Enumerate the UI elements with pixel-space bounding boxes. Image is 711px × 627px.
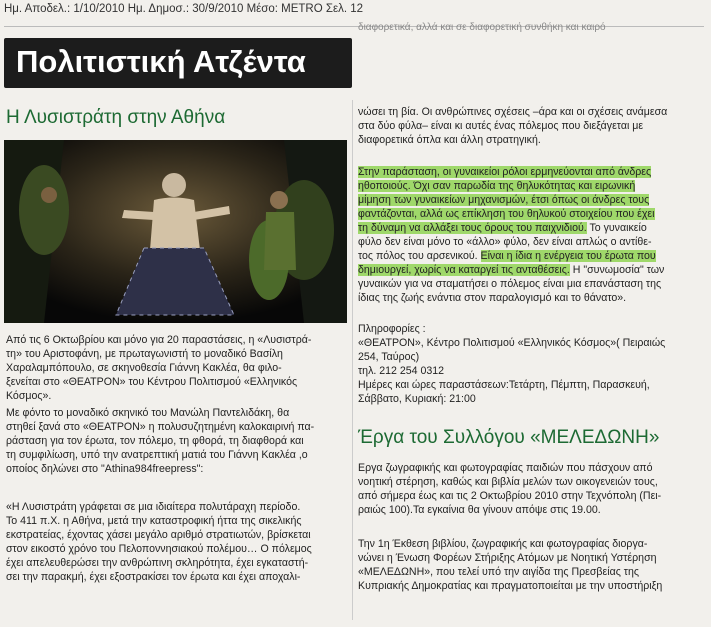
text-line: Με φόντο το μοναδικό σκηνικό του Μανώλη Παντελιδάκη, θα: [6, 407, 290, 419]
text-line: στηθεί ξανά στο «ΘΕΑΤΡΟΝ» η πολυσυζητημένη καλοκαιρινή πα-: [6, 421, 315, 433]
text-line: μίμηση των γυναικείων μηχανισμών, έτσι όπως οι άνδρες τους: [358, 194, 650, 206]
text-line: στον εικοστό χρόνο του Πελοποννησιακού πολέμου… Ο πόλεμος: [6, 543, 312, 555]
text-line: Χαραλαμπόπουλο, σε σκηνοθεσία Γιάννη Κακλέα, θα φιλο-: [6, 362, 282, 374]
text-line: φύλο δεν είναι μόνο το «άλλο» φύλο, δεν είναι απλώς ο αντίθε-: [358, 236, 652, 248]
text-line: Το 411 π.Χ. η Αθήνα, μετά την καταστροφική ήττα της σικελικής: [6, 515, 302, 527]
text-line: τη συμφιλίωση, υπό την ανατρεπτική ματιά του Γιάννη Κακλέα ,ο: [6, 449, 308, 461]
text-line: γυναικών για να σταματήσει ο πόλεμος είναι μια επανάσταση της: [358, 278, 662, 290]
text-line: τηλ. 212 254 0312: [358, 365, 445, 377]
article1-continuation: [358, 105, 667, 147]
text-line: 254, Ταύρος): [358, 351, 420, 363]
text-line: Από τις 6 Οκτωβρίου και μόνο για 20 παραστάσεις, η «Λυσιστρά-: [6, 334, 312, 346]
section-banner: [4, 38, 352, 88]
text-line: εκστρατείας, έχοντας χάσει μεγάλο αριθμό στρατιωτών, βρίσκεται: [6, 529, 311, 541]
text-line: «ΜΕΛΕΔΩΝΗ», που τελεί υπό την αιγίδα της Πρεσβείας της: [358, 566, 639, 578]
text-line: νώσει τη βία. Οι ανθρώπινες σχέσεις –άρα και οι σχέσεις ανάμεσα: [358, 106, 668, 118]
article-heading-meledoni: Έργα του Συλλόγου «ΜΕΛΕΔΩΝΗ»: [358, 427, 660, 448]
faded-previous-text: διαφορετικά, αλλά και σε διαφορετική συνθήκη και καιρό: [358, 22, 606, 33]
text-line: από σήμερα έως και τις 2 Οκτωβρίου 2010 στην Τεχνόπολη (Πει-: [358, 490, 662, 502]
text-line: Πληροφορίες :: [358, 323, 426, 335]
article1-quote: [6, 500, 312, 584]
text-line: ίδιας της ζωής ενάντια στον παραλογισμό και το θάνατο».: [358, 292, 627, 304]
text-line: τη δύναμη να αλλάξει τους όρους του παιχνιδιού. Το γυναικείο: [358, 222, 647, 234]
highlighted-passage: [358, 165, 664, 305]
text-line: «ΘΕΑΤΡΟΝ», Κέντρο Πολιτισμού «Ελληνικός Κόσμος»( Πειραιώς: [358, 337, 666, 349]
text-line: δημιουργεί, χωρίς να καταργεί τις ανταθέσεις. Η "συνωμοσία" των: [358, 264, 665, 276]
text-line: σει την παρακμή, έχει εξοστρακίσει τον έρωτα και έχει αποχαλι-: [6, 571, 301, 583]
text-line: Ημέρες και ώρες παραστάσεων:Τετάρτη, Πέμπτη, Παρασκευή,: [358, 379, 650, 391]
text-line: ηθοποιούς. Όχι σαν παρωδία της θηλυκότητας και ειρωνική: [358, 180, 636, 192]
article1-body: [6, 406, 314, 476]
text-line: οποίος δηλώνει στο "Athina984freepress":: [6, 463, 204, 475]
text-line: Κυπριακής Δημοκρατίας και πραγματοποιείται με την υποστήριξη: [358, 580, 663, 592]
text-line: διαφορετικά όπλα και άλλη στρατηγική.: [358, 134, 541, 146]
banner-title: Πολιτιστική Ατζέντα: [16, 44, 306, 79]
text-line: έχει απελευθερώσει την ανθρώπινη σκληρότητα, έχει εγκαταστή-: [6, 557, 309, 569]
text-line: Σάββατο, Κυριακή: 21:00: [358, 393, 476, 405]
text-line: ξενείται στο «ΘΕΑΤΡΟΝ» του Κέντρου Πολιτισμού «Ελληνικός: [6, 376, 298, 388]
clipping-meta-line: Ημ. Αποδελ.: 1/10/2010 Ημ. Δημοσ.: 30/9/2010 Μέσο: METRO Σελ. 12: [4, 3, 364, 15]
text-line: τος πόλος του αρσενικού. Είναι η ίδια η ενέργεια του έρωτα που: [358, 250, 656, 262]
theatre-photo: [4, 140, 347, 323]
column-divider: [352, 100, 353, 620]
text-line: Κόσμος».: [6, 390, 52, 402]
text-line: Την 1η Έκθεση βιβλίου, ζωγραφικής και φωτογραφίας διοργα-: [358, 538, 648, 550]
text-line: ράσταση για τον έρωτα, τον πόλεμο, τη φθορά, τη διαφθορά και: [6, 435, 304, 447]
text-line: ραιώς 100).Τα εγκαίνια θα γίνουν απόψε στις 19.00.: [358, 504, 601, 516]
article1-intro: [6, 333, 311, 403]
text-line: «Η Λυσιστράτη γράφεται σε μια ιδιαίτερα πολυτάραχη περίοδο.: [6, 501, 301, 513]
text-line: στα δύο φύλα– είναι κι αυτές ένας πόλεμος που διεξάγεται με: [358, 120, 644, 132]
text-line: νοητική στέρηση, καθώς και βιβλία μελών των οικογενειών τους,: [358, 476, 658, 488]
text-line: νώνει η Ένωση Φορέων Στήριξης Ατόμων με Νοητική Υστέρηση: [358, 552, 657, 564]
text-line: Εργα ζωγραφικής και φωτογραφίας παιδιών που πάσχουν από: [358, 462, 653, 474]
text-line: Στην παράσταση, οι γυναικείοι ρόλοι ερμηνεύονται από άνδρες: [358, 166, 652, 178]
text-line: φαντάζονται, αλλά ως επίκληση του θηλυκού στοιχείου που έχει: [358, 208, 655, 220]
article2-paragraph2: [358, 537, 662, 593]
article-heading-lysistrata: Η Λυσιστράτη στην Αθήνα: [6, 107, 226, 128]
info-block: [358, 322, 665, 406]
text-line: τη» του Αριστοφάνη, με πρωταγωνιστή το μοναδικό Βασίλη: [6, 348, 283, 360]
article2-paragraph1: [358, 461, 661, 517]
